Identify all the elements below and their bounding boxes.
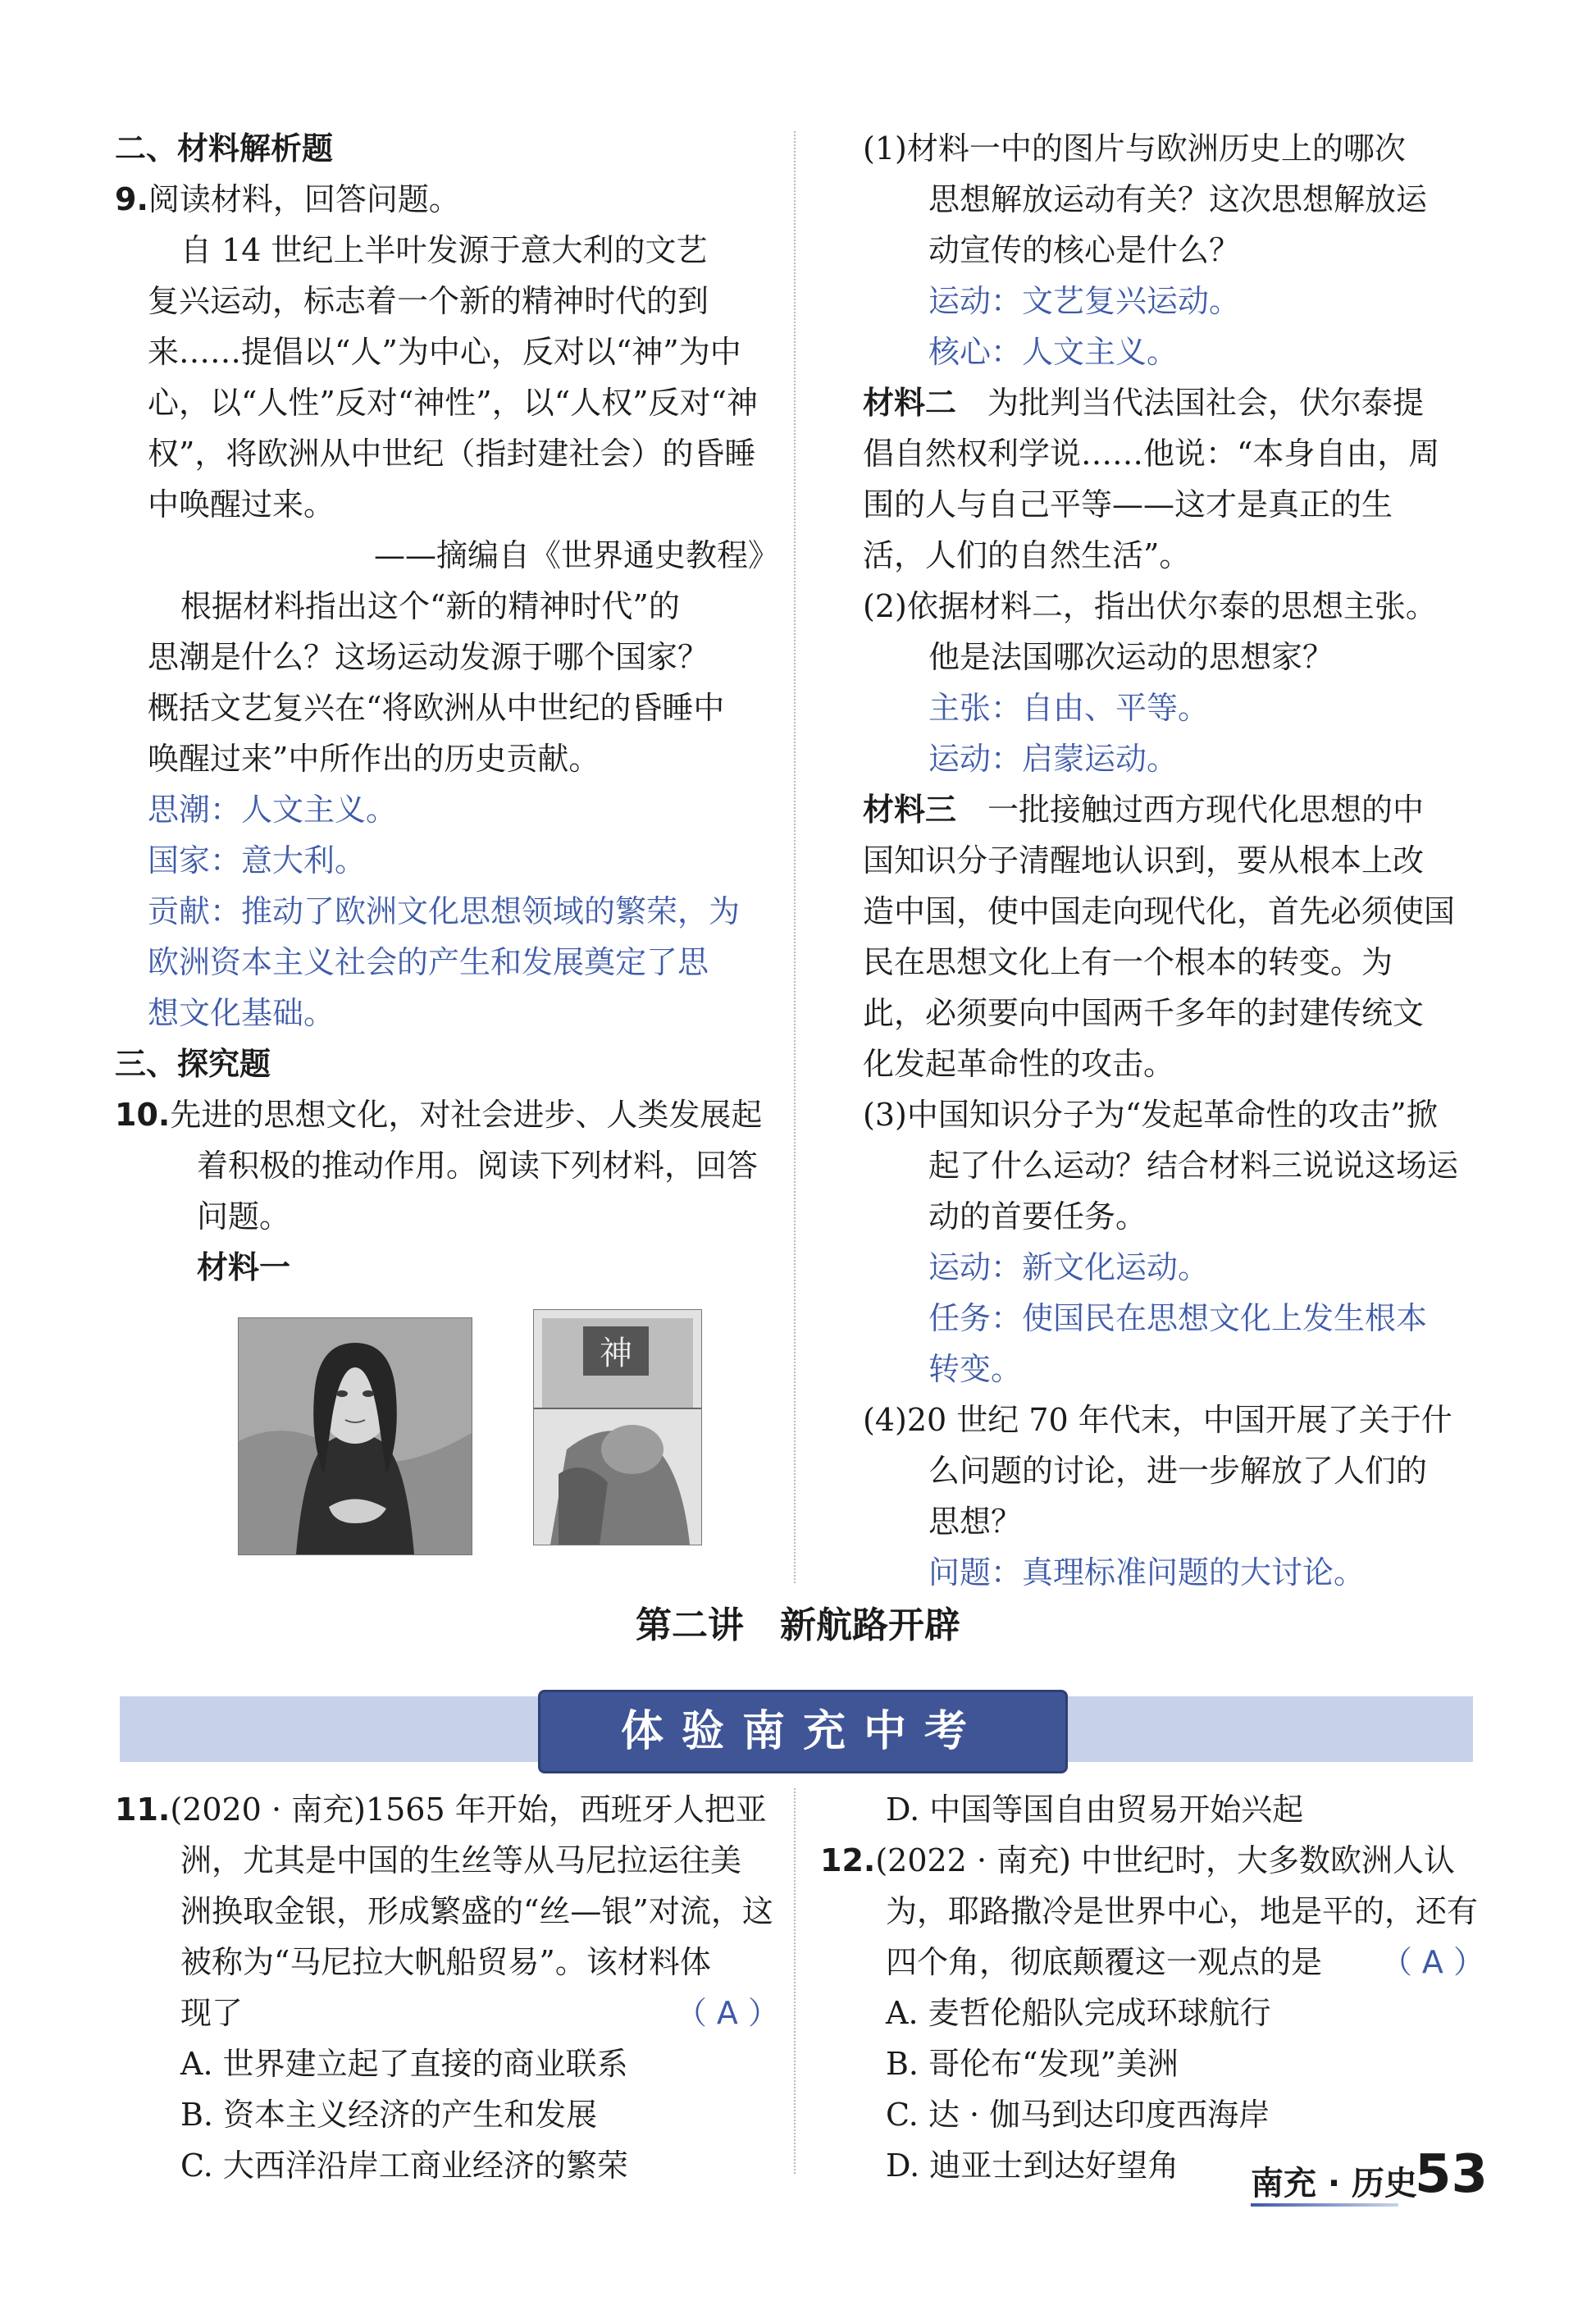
page-footer [1251, 2144, 1497, 2223]
q12-option: A. 麦哲伦船队完成环球航行 [886, 1995, 1271, 2031]
question-10-stem [115, 1089, 779, 1140]
sub-question-4-line: 思想？ [928, 1504, 1023, 1540]
q11-line: 洲，尤其是中国的生丝等从马尼拉运往美 [180, 1842, 742, 1878]
material-3-text: 一批接触过西方现代化思想的中 [987, 792, 1425, 828]
q9-material-line: 自 14 世纪上半叶发源于意大利的文艺 [180, 232, 708, 268]
right-column [863, 123, 1486, 1598]
q10-stem-line: 问题。 [197, 1198, 291, 1235]
column-divider-bottom [794, 1788, 796, 2174]
question-10-text: 先进的思想文化，对社会进步、人类发展起 [170, 1097, 763, 1133]
sub-question-2: (2)依据材料二，指出伏尔泰的思想主张。 [863, 588, 1437, 624]
q9-material-line: 复兴运动，标志着一个新的精神时代的到 [148, 283, 709, 319]
q9-question-line: 根据材料指出这个“新的精神时代”的 [180, 588, 680, 624]
q9-answer-line: 贡献：推动了欧洲文化思想领域的繁荣，为 [148, 893, 741, 929]
answer-2-line: 主张：自由、平等。 [928, 690, 1210, 726]
sub-question-1-line: 思想解放运动有关？这次思想解放运 [928, 181, 1428, 217]
footer-underline [1251, 2203, 1398, 2207]
question-10-number: 10. [115, 1097, 171, 1133]
mona-lisa-image [238, 1317, 472, 1555]
q9-answer-line: 思潮：人文主义。 [148, 792, 398, 828]
sub-question-1-line: 动宣传的核心是什么？ [928, 232, 1241, 268]
q9-answer-line: 欧洲资本主义社会的产生和发展奠定了思 [148, 944, 709, 980]
question-9-text: 阅读材料，回答问题。 [148, 181, 460, 217]
q12-option: B. 哥伦布“发现”美洲 [886, 2046, 1179, 2082]
sub-question-2-line: 他是法国哪次运动的思想家？ [928, 639, 1334, 675]
q9-material-line: 中唤醒过来。 [148, 486, 335, 523]
material-3-line: 化发起革命性的攻击。 [863, 1046, 1175, 1082]
question-11-number: 11. [115, 1792, 171, 1828]
left-column [115, 123, 779, 1572]
q11-answer-blank: （ A ） [675, 1995, 779, 2031]
banner-box [538, 1690, 1068, 1773]
q12-last-line [820, 1937, 1484, 1988]
sub-question-4-line: 么问题的讨论，进一步解放了人们的 [928, 1453, 1428, 1489]
q9-source: ——摘编自《世界通史教程》 [373, 537, 779, 573]
q9-material-line: 来……提倡以“人”为中心，反对以“神”为中 [148, 334, 741, 370]
sub-question-1: (1)材料一中的图片与欧洲历史上的哪次 [863, 130, 1406, 167]
sub-question-3-line: 动的首要任务。 [928, 1198, 1147, 1235]
q11-option: B. 资本主义经济的产生和发展 [180, 2097, 598, 2133]
material-3-line: 民在思想文化上有一个根本的转变。为 [863, 944, 1393, 980]
q12-line: 为，耶路撒冷是世界中心，地是平的，还有 [886, 1893, 1479, 1929]
material-2-label: 材料二 [863, 385, 957, 421]
answer-4-line: 问题：真理标准问题的大讨论。 [928, 1554, 1366, 1591]
q12-option: D. 迪亚士到达好望角 [886, 2148, 1179, 2184]
answer-3-line: 任务：使国民在思想文化上发生根本 [928, 1300, 1428, 1336]
engraving-character: 神 [600, 1335, 632, 1372]
question-12-number: 12. [820, 1842, 876, 1878]
question-12-text: (2022 · 南充) 中世纪时，大多数欧洲人认 [875, 1842, 1456, 1878]
material-3-label: 材料三 [863, 792, 957, 828]
material-2-line: 活，人们的自然生活”。 [863, 537, 1191, 573]
q12-line: 四个角，彻底颠覆这一观点的是 [886, 1944, 1323, 1980]
question-11-stem [115, 1784, 779, 1835]
sub-question-3-line: 起了什么运动？结合材料三说说这场运 [928, 1148, 1459, 1184]
q9-answer-line: 国家：意大利。 [148, 842, 367, 879]
banner-strip [120, 1696, 1473, 1762]
q11-option: D. 中国等国自由贸易开始兴起 [886, 1792, 1304, 1828]
question-11-text: (2020 · 南充)1565 年开始，西班牙人把亚 [170, 1792, 767, 1828]
page-number: 53 [1415, 2144, 1489, 2205]
section-heading-3: 三、探究题 [115, 1046, 271, 1082]
question-12-stem [820, 1835, 1484, 1886]
question-9-stem [115, 174, 779, 225]
q11-line: 被称为“马尼拉大帆船贸易”。该材料体 [180, 1944, 711, 1980]
engraving-image [533, 1309, 702, 1545]
bottom-left-column [115, 1784, 779, 2191]
answer-1-line: 核心：人文主义。 [928, 334, 1179, 370]
q9-question-line: 唤醒过来”中所作出的历史贡献。 [148, 741, 600, 777]
answer-3-line: 转变。 [928, 1351, 1023, 1387]
q11-last-line [115, 1988, 779, 2038]
answer-3-line: 运动：新文化运动。 [928, 1249, 1210, 1285]
q9-answer-line: 想文化基础。 [148, 995, 335, 1031]
q9-material-line: 心，以“人性”反对“神性”，以“人权”反对“神 [148, 385, 758, 421]
q11-line: 现了 [180, 1995, 244, 2031]
material-2-line [863, 377, 1486, 428]
banner-title: 体验南充中考 [620, 1707, 985, 1756]
material-1-images [115, 1309, 779, 1572]
answer-2-line: 运动：启蒙运动。 [928, 741, 1179, 777]
material-2-line: 倡自然权利学说……他说：“本身自由，周 [863, 436, 1440, 472]
material-2-line: 围的人与自己平等——这才是真正的生 [863, 486, 1393, 523]
material-1-label: 材料一 [197, 1249, 291, 1285]
q10-stem-line: 着积极的推动作用。阅读下列材料，回答 [197, 1148, 759, 1184]
material-3-line: 造中国，使中国走向现代化，首先必须使国 [863, 893, 1456, 929]
q11-option: A. 世界建立起了直接的商业联系 [180, 2046, 628, 2082]
q9-question-line: 概括文艺复兴在“将欧洲从中世纪的昏睡中 [148, 690, 725, 726]
q12-option: C. 达 · 伽马到达印度西海岸 [886, 2097, 1270, 2133]
section-heading-2: 二、材料解析题 [115, 130, 334, 167]
q9-question-line: 思潮是什么？这场运动发源于哪个国家？ [148, 639, 709, 675]
material-3-line: 此，必须要向中国两千多年的封建传统文 [863, 995, 1425, 1031]
material-3-line: 国知识分子清醒地认识到，要从根本上改 [863, 842, 1425, 879]
bottom-right-column [820, 1784, 1484, 2191]
q11-option: C. 大西洋沿岸工商业经济的繁荣 [180, 2148, 628, 2184]
sub-question-3: (3)中国知识分子为“发起革命性的攻击”掀 [863, 1097, 1438, 1133]
q12-answer-blank: （ A ） [1380, 1944, 1484, 1980]
question-9-number: 9. [115, 181, 148, 217]
material-3-line [863, 784, 1486, 835]
footer-label: 南充 · 历史 [1251, 2165, 1418, 2202]
q9-material-line: 权”，将欧洲从中世纪（指封建社会）的昏睡 [148, 436, 756, 472]
column-divider [794, 131, 796, 1583]
lecture-title: 第二讲 新航路开辟 [636, 1604, 960, 1646]
q11-line: 洲换取金银，形成繁盛的“丝—银”对流，这 [180, 1893, 773, 1929]
material-2-text: 为批判当代法国社会，伏尔泰提 [987, 385, 1425, 421]
sub-question-4: (4)20 世纪 70 年代末，中国开展了关于什 [863, 1402, 1452, 1438]
answer-1-line: 运动：文艺复兴运动。 [928, 283, 1241, 319]
